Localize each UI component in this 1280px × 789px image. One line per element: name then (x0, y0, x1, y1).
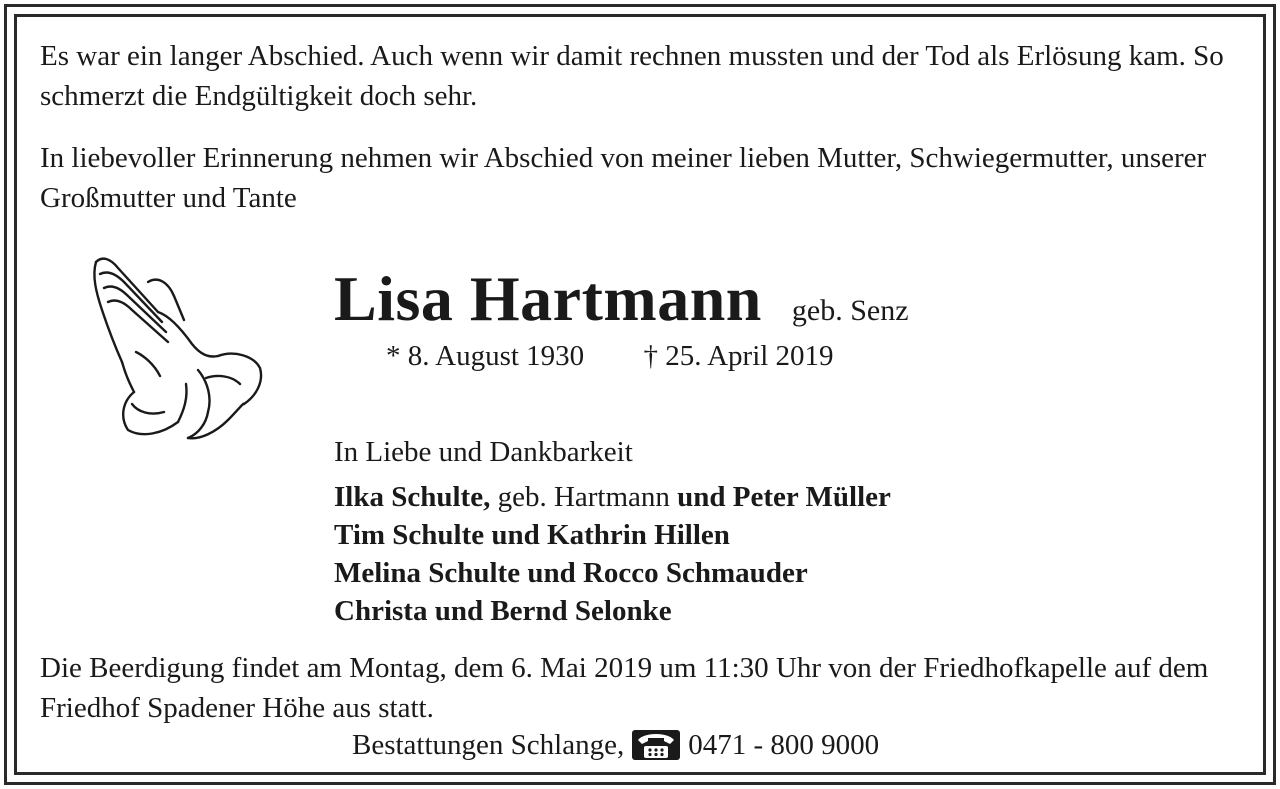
phone-number: 0471 - 800 9000 (688, 729, 880, 761)
death-date: † 25. April 2019 (643, 340, 834, 372)
undertaker-line (352, 728, 879, 762)
mourners-list (334, 478, 891, 630)
life-dates (386, 340, 834, 373)
deceased-name: Lisa Hartmann (334, 263, 762, 334)
mourner-partner: und Peter Müller (677, 481, 891, 513)
mourner-row (334, 478, 891, 516)
deceased-name-line (334, 262, 909, 336)
birth-date: * 8. August 1930 (386, 340, 585, 372)
maiden-name: geb. Senz (791, 294, 909, 327)
mourners-intro: In Liebe und Dankbarkeit (334, 436, 633, 468)
telephone-icon (630, 728, 682, 762)
praying-hands-icon (88, 252, 270, 448)
undertaker-name: Bestattungen Schlange, (352, 729, 625, 761)
mourner-row: Christa und Bernd Selonke (334, 595, 672, 627)
mourner-row: Melina Schulte und Rocco Schmauder (334, 557, 808, 589)
mourner-name: Ilka Schulte, (334, 481, 491, 513)
mourner-maiden: geb. Hartmann (497, 481, 670, 513)
funeral-text: Die Beerdigung findet am Montag, dem 6. Mai 2019 um 11:30 Uhr von der Friedhofkapelle auf dem Friedhof Spadener Höhe aus statt. (40, 652, 1209, 724)
mourner-row: Tim Schulte und Kathrin Hillen (334, 519, 730, 551)
remembrance-text: In liebevoller Erinnerung nehmen wir Abschied von meiner lieben Mutter, Schwiegermutter, unserer Großmutter und Tante (40, 142, 1207, 214)
opening-text: Es war ein langer Abschied. Auch wenn wir damit rechnen mussten und der Tod als Erlösung kam. So schmerzt die Endgültigkeit doch sehr. (40, 40, 1224, 112)
